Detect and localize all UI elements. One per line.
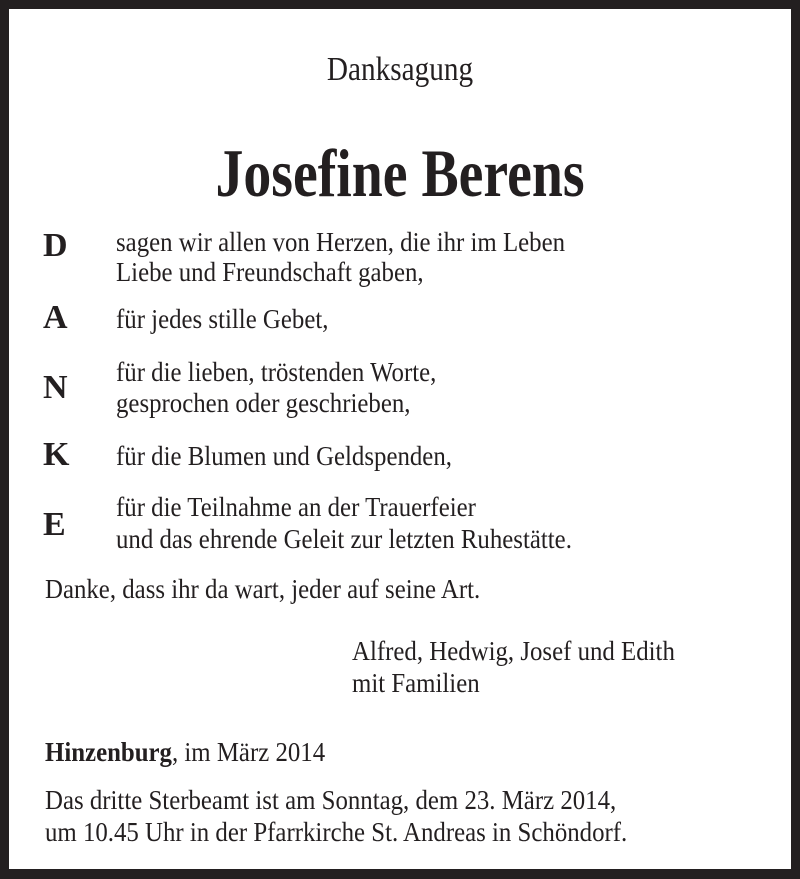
acrostic-line: Liebe und Freundschaft gaben, bbox=[116, 257, 424, 287]
acrostic-line: und das ehrende Geleit zur letzten Ruhestätte. bbox=[116, 524, 572, 554]
acrostic-line: für die lieben, tröstenden Worte, bbox=[116, 357, 437, 387]
acrostic-line: gesprochen oder geschrieben, bbox=[116, 388, 411, 418]
acrostic-line: für jedes stille Gebet, bbox=[116, 304, 329, 334]
signature-line: Alfred, Hedwig, Josef und Edith bbox=[352, 636, 675, 666]
acrostic-letter-d: D bbox=[43, 227, 68, 264]
date: , im März 2014 bbox=[171, 737, 326, 767]
acrostic-line: für die Blumen und Geldspenden, bbox=[116, 441, 452, 471]
acrostic-letter-e: E bbox=[43, 506, 66, 543]
heading: Danksagung bbox=[326, 51, 474, 88]
deceased-name: Josefine Berens bbox=[215, 135, 585, 211]
signature-line: mit Familien bbox=[352, 668, 480, 698]
place: Hinzenburg bbox=[45, 737, 172, 767]
acrostic-letter-k: K bbox=[43, 436, 70, 473]
obituary-notice bbox=[9, 9, 791, 869]
acrostic-letter-a: A bbox=[43, 299, 68, 336]
service-line: Das dritte Sterbeamt ist am Sonntag, dem 23. März 2014, bbox=[45, 785, 617, 815]
place-date bbox=[45, 737, 350, 768]
acrostic-letter-n: N bbox=[43, 369, 68, 406]
closing-line: Danke, dass ihr da wart, jeder auf seine Art. bbox=[45, 574, 481, 604]
acrostic-line: für die Teilnahme an der Trauerfeier bbox=[116, 492, 476, 522]
service-line: um 10.45 Uhr in der Pfarrkirche St. Andreas in Schöndorf. bbox=[45, 817, 628, 847]
acrostic-line: sagen wir allen von Herzen, die ihr im Leben bbox=[116, 227, 566, 257]
